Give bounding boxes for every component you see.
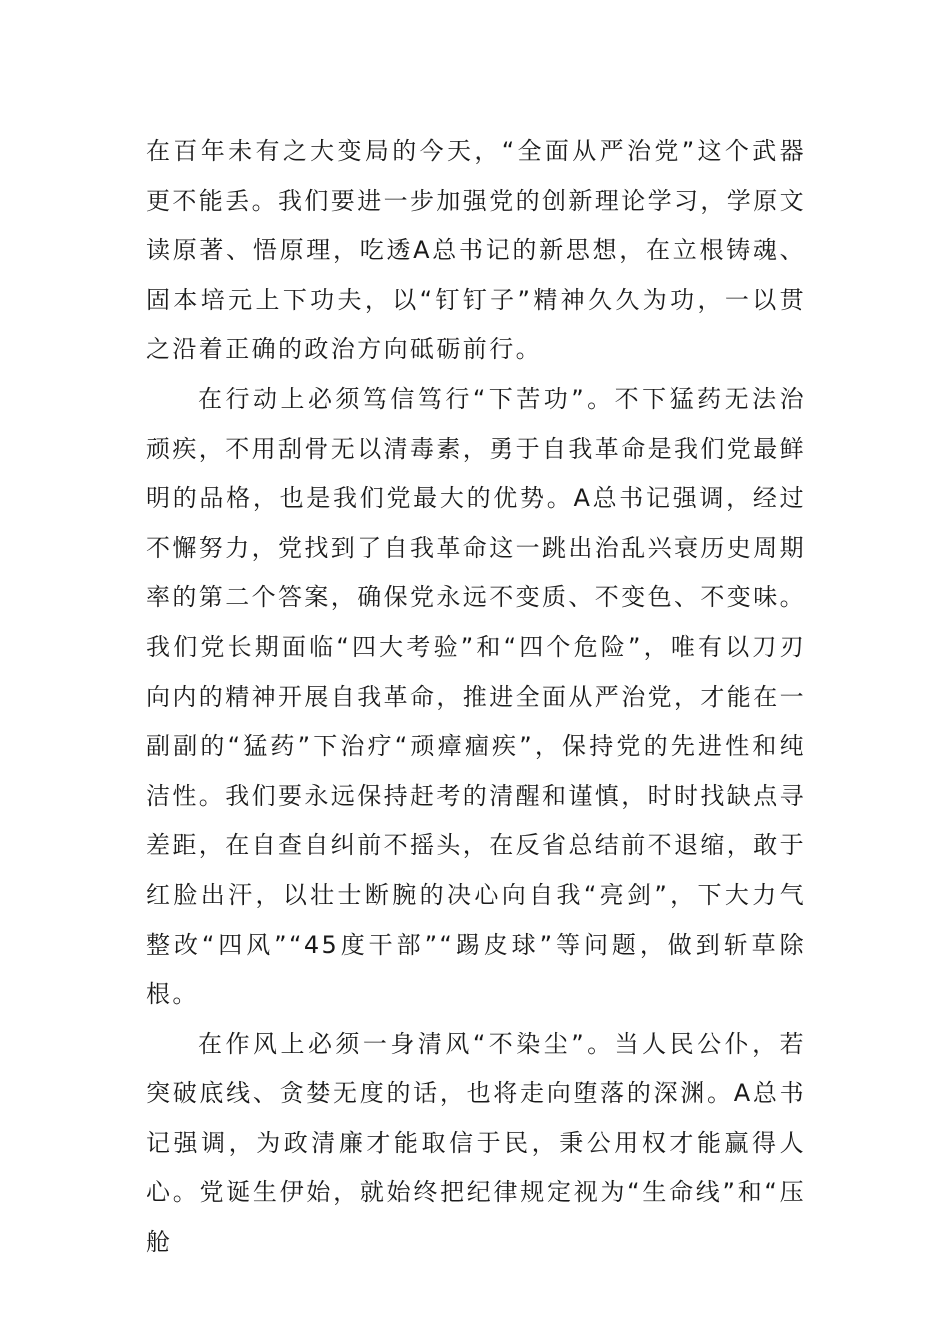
paragraph-1: 在百年未有之大变局的今天，“全面从严治党”这个武器更不能丢。我们要进一步加强党的创新理论学习，学原文读原著、悟原理，吃透A总书记的新思想，在立根铸魂、固本培元上下功夫，以“钉钉子”精神久久为功，一以贯之沿着正确的政治方向砥砺前行。	[146, 137, 806, 364]
document-body	[146, 127, 806, 1268]
paragraph-3: 在作风上必须一身清风“不染尘”。当人民公仆，若突破底线、贪婪无度的话，也将走向堕落的深渊。A总书记强调，为政清廉才能取信于民，秉公用权才能赢得人心。党诞生伊始，就始终把纪律规定视为“生命线”和“压舱	[146, 1029, 806, 1257]
paragraph-2: 在行动上必须笃信笃行“下苦功”。不下猛药无法治顽疾，不用刮骨无以清毒素，勇于自我革命是我们党最鲜明的品格，也是我们党最大的优势。A总书记强调，经过不懈努力，党找到了自我革命这一跳出治乱兴衰历史周期率的第二个答案，确保党永远不变质、不变色、不变味。我们党长期面临“四大考验”和“四个危险”，唯有以刀刃向内的精神开展自我革命，推进全面从严治党，才能在一副副的“猛药”下治疗“顽瘴痼疾”，保持党的先进性和纯洁性。我们要永远保持赶考的清醒和谨慎，时时找缺点寻差距，在自查自纠前不摇头，在反省总结前不退缩，敢于红脸出汗，以壮士断腕的决心向自我“亮剑”，下大力气整改“四风”“45度干部”“踢皮球”等问题，做到斩草除根。	[146, 384, 806, 1009]
